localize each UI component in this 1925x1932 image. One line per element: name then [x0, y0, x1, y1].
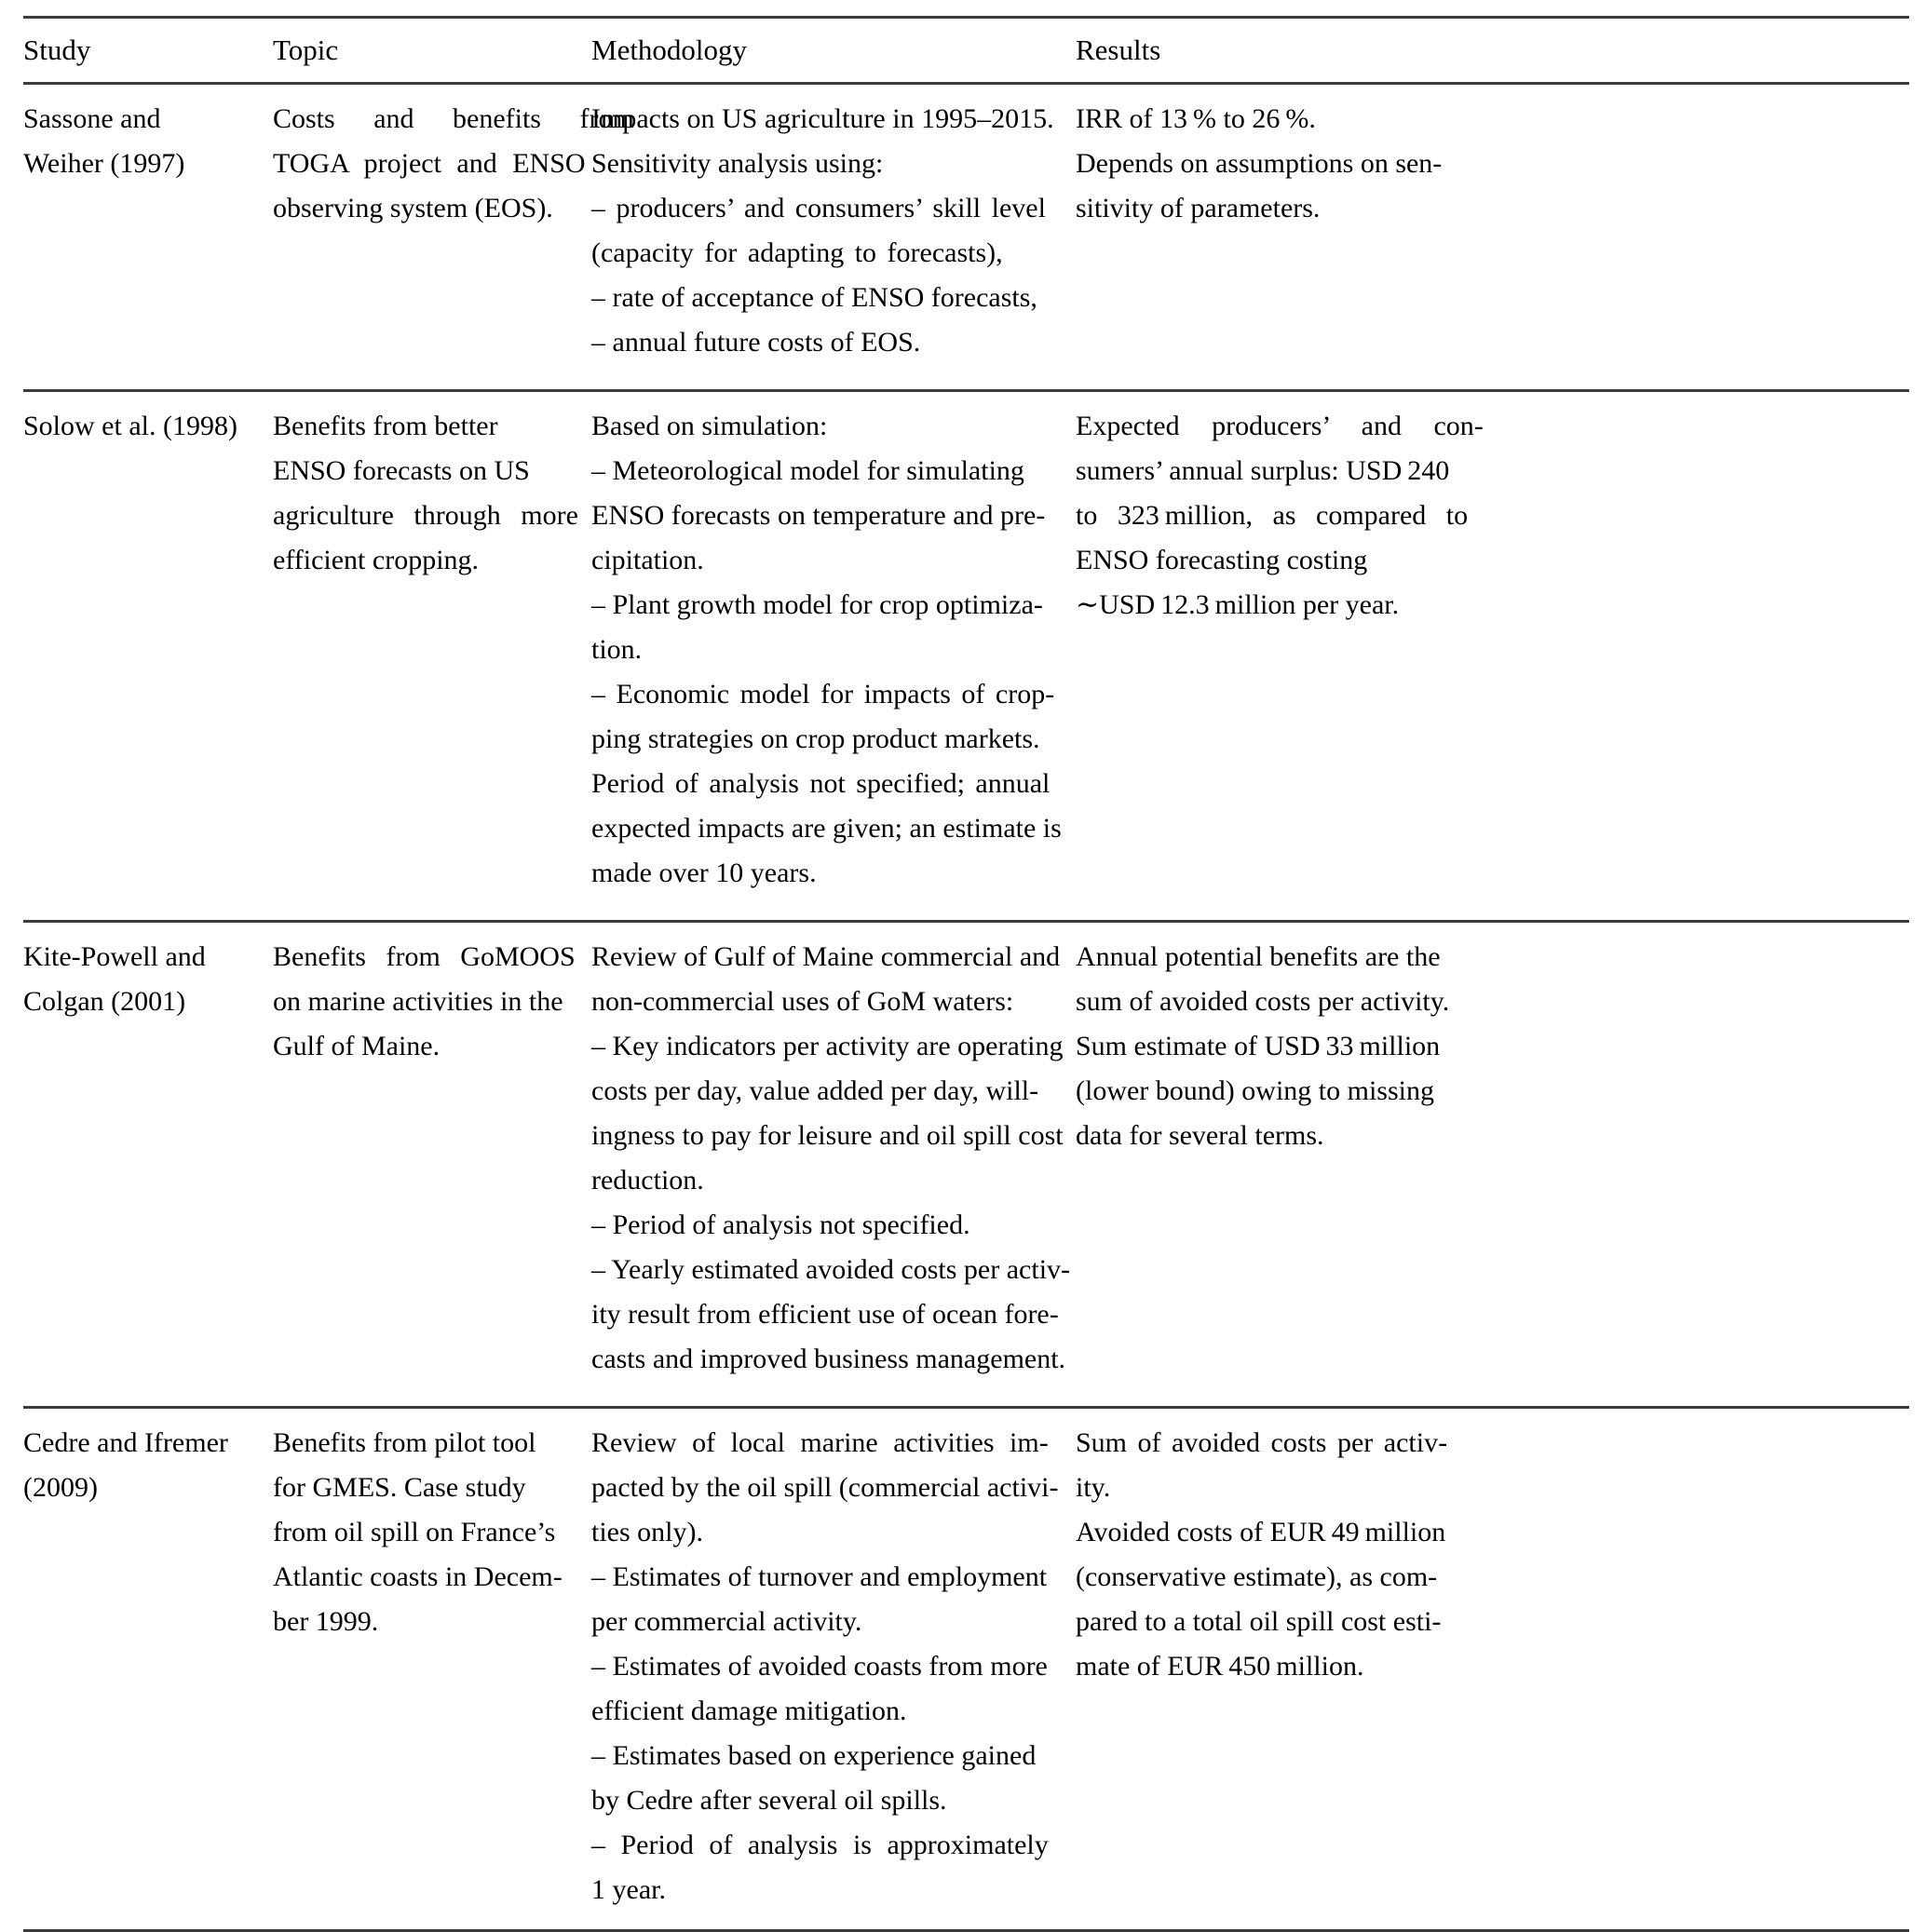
- text-line: Avoided costs of EUR 49 million: [1076, 1517, 1446, 1547]
- cell-results: [1076, 922, 1909, 1408]
- text-line: sitivity of parameters.: [1076, 193, 1321, 223]
- text-line: efficient cropping.: [273, 545, 480, 575]
- text-line: IRR of 13 % to 26 %.: [1076, 103, 1316, 134]
- text-line: cipitation.: [591, 545, 704, 575]
- text-line: sum of avoided costs per activity.: [1076, 986, 1450, 1017]
- text-line: Weiher (1997): [23, 148, 185, 179]
- text-line: Review of local marine activities im-: [591, 1427, 1049, 1458]
- table-header: [23, 18, 1909, 84]
- text-line: TOGA project and ENSO: [273, 148, 586, 179]
- text-line: Gulf of Maine.: [273, 1031, 441, 1061]
- cell-methodology: [591, 1408, 1076, 1931]
- cell-methodology: [591, 922, 1076, 1408]
- text-line: tion.: [591, 634, 643, 665]
- text-line: Depends on assumptions on sen-: [1076, 148, 1443, 179]
- text-line: Benefits from pilot tool: [273, 1427, 536, 1458]
- text-line: to 323 million, as compared to: [1076, 500, 1469, 531]
- cell-topic: [273, 84, 634, 391]
- text-line: non-commercial uses of GoM waters:: [591, 986, 1014, 1017]
- text-line: ity result from efficient use of ocean fore-: [591, 1299, 1059, 1330]
- cell-study: [23, 922, 273, 1408]
- text-line: on marine activities in the: [273, 986, 563, 1017]
- cell-study: [23, 84, 273, 391]
- cell-topic: [273, 391, 591, 922]
- table-row: [23, 391, 1909, 922]
- table-body: [23, 84, 1909, 1931]
- text-line: Benefits from GoMOOS: [273, 941, 576, 972]
- column-header-methodology: Methodology: [591, 18, 1076, 84]
- text-line: per commercial activity.: [591, 1606, 862, 1637]
- text-line: – Estimates based on experience gained: [591, 1740, 1037, 1771]
- text-line: Kite-Powell and: [23, 941, 206, 972]
- text-line: – Estimates of turnover and employment: [591, 1561, 1048, 1592]
- text-line: efficient damage mitigation.: [591, 1696, 907, 1726]
- cell-methodology: [591, 84, 1076, 391]
- text-line: (lower bound) owing to missing: [1076, 1075, 1434, 1106]
- text-line: ENSO forecasting costing: [1076, 545, 1368, 575]
- text-line: – Economic model for impacts of crop-: [591, 679, 1055, 709]
- text-line: ber 1999.: [273, 1606, 379, 1637]
- text-line: pared to a total oil spill cost esti-: [1076, 1606, 1442, 1637]
- text-line: ping strategies on crop product markets.: [591, 723, 1040, 754]
- cell-results: [1076, 84, 1909, 391]
- text-line: – Period of analysis not specified.: [591, 1209, 970, 1240]
- text-line: for GMES. Case study: [273, 1472, 526, 1503]
- text-line: ∼USD 12.3 million per year.: [1076, 589, 1400, 620]
- text-line: costs per day, value added per day, will-: [591, 1075, 1039, 1106]
- text-line: Sassone and: [23, 103, 161, 134]
- text-line: – annual future costs of EOS.: [591, 327, 921, 358]
- column-header-topic: Topic: [273, 18, 591, 84]
- text-line: (capacity for adapting to forecasts),: [591, 237, 1003, 268]
- text-line: Atlantic coasts in Decem-: [273, 1561, 563, 1592]
- text-line: – rate of acceptance of ENSO forecasts,: [591, 282, 1037, 313]
- text-line: reduction.: [591, 1165, 704, 1196]
- text-line: Sum estimate of USD 33 million: [1076, 1031, 1441, 1061]
- cell-methodology: [591, 391, 1076, 922]
- column-header-results: Results: [1076, 18, 1909, 84]
- text-line: – Plant growth model for crop optimiza-: [591, 589, 1043, 620]
- text-line: agriculture through more: [273, 500, 578, 531]
- text-line: made over 10 years.: [591, 858, 817, 888]
- cell-results: [1076, 1408, 1909, 1931]
- text-line: Solow et al. (1998): [23, 411, 237, 441]
- text-line: expected impacts are given; an estimate is: [591, 813, 1062, 844]
- text-line: Cedre and Ifremer: [23, 1427, 228, 1458]
- cell-study: [23, 1408, 273, 1931]
- text-line: mate of EUR 450 million.: [1076, 1651, 1364, 1682]
- table-row: [23, 84, 1909, 391]
- cell-results: [1076, 391, 1909, 922]
- text-line: (2009): [23, 1472, 98, 1503]
- text-line: (conservative estimate), as com-: [1076, 1561, 1438, 1592]
- text-line: – producers’ and consumers’ skill level: [591, 193, 1046, 223]
- literature-review-table: [23, 16, 1909, 1932]
- text-line: Colgan (2001): [23, 986, 186, 1017]
- text-line: Impacts on US agriculture in 1995–2015.: [591, 103, 1054, 134]
- text-line: – Key indicators per activity are operating: [591, 1031, 1064, 1061]
- table-row: [23, 1408, 1909, 1931]
- text-line: – Meteorological model for simulating: [591, 455, 1024, 486]
- text-line: Period of analysis not specified; annual: [591, 768, 1051, 799]
- text-line: observing system (EOS).: [273, 193, 553, 223]
- text-line: Expected producers’ and con-: [1076, 411, 1484, 441]
- cell-topic: [273, 922, 591, 1408]
- text-line: casts and improved business management.: [591, 1344, 1066, 1374]
- text-line: data for several terms.: [1076, 1120, 1324, 1151]
- text-line: 1 year.: [591, 1874, 666, 1905]
- column-header-study: Study: [23, 18, 273, 84]
- text-line: ity.: [1076, 1472, 1111, 1503]
- text-line: ties only).: [591, 1517, 703, 1547]
- text-line: ingness to pay for leisure and oil spill cost: [591, 1120, 1064, 1151]
- text-line: – Period of analysis is approximately: [591, 1830, 1049, 1860]
- text-line: Costs and benefits from: [273, 103, 634, 134]
- text-line: from oil spill on France’s: [273, 1517, 556, 1547]
- text-line: Review of Gulf of Maine commercial and: [591, 941, 1061, 972]
- table-row: [23, 922, 1909, 1408]
- text-line: by Cedre after several oil spills.: [591, 1785, 947, 1816]
- text-line: – Yearly estimated avoided costs per activ-: [591, 1254, 1071, 1285]
- cell-topic: [273, 1408, 591, 1931]
- cell-study: [23, 391, 273, 922]
- text-line: Benefits from better: [273, 411, 498, 441]
- text-line: Sensitivity analysis using:: [591, 148, 884, 179]
- text-line: ENSO forecasts on US: [273, 455, 530, 486]
- text-line: Sum of avoided costs per activ-: [1076, 1427, 1448, 1458]
- text-line: Based on simulation:: [591, 411, 828, 441]
- text-line: Annual potential benefits are the: [1076, 941, 1441, 972]
- text-line: ENSO forecasts on temperature and pre-: [591, 500, 1046, 531]
- text-line: sumers’ annual surplus: USD 240: [1076, 455, 1450, 486]
- text-line: – Estimates of avoided coasts from more: [591, 1651, 1048, 1682]
- text-line: pacted by the oil spill (commercial activi-: [591, 1472, 1059, 1503]
- header-row: [23, 18, 1909, 84]
